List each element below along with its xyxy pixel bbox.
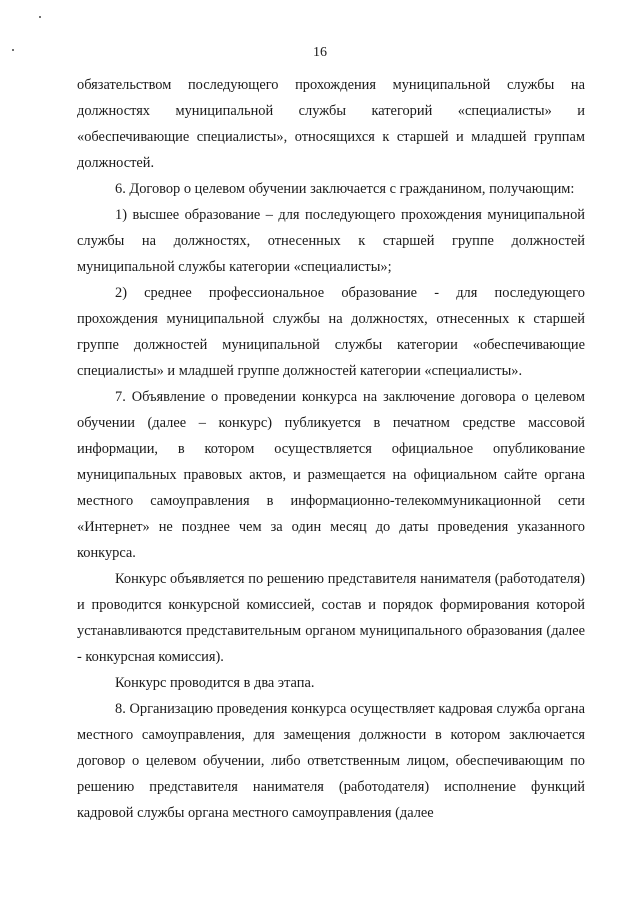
paragraph: Конкурс объявляется по решению представителя нанимателя (работодателя) и проводится конкурсной комиссией, состав и порядок формирования которой устанавливаются представительным органом муниципального образования (далее - конкурсная комиссия). (77, 571, 585, 665)
paragraph: 8. Организацию проведения конкурса осуществляет кадровая служба органа местного самоуправления, для замещения должности в котором заключается договор о целевом обучении, либо ответственным лицом, обеспечивающим по решению представителя нанимателя (работодателя) исполнение функций кадровой службы органа местного самоуправления (далее (77, 701, 585, 821)
paragraph: 7. Объявление о проведении конкурса на заключение договора о целевом обучении (далее – конкурс) публикуется в печатном средстве массовой информации, в котором осуществляется официальное опубликование муниципальных правовых актов, и размещается на официальном сайте органа местного самоуправления в информационно-телекоммуникационной сети «Интернет» не позднее чем за один месяц до даты проведения указанного конкурса. (77, 389, 585, 561)
page-number: 16 (313, 45, 327, 60)
paragraph: Конкурс проводится в два этапа. (115, 675, 315, 691)
paragraph: 2) среднее профессиональное образование - для последующего прохождения муниципальной службы на должностях, отнесенных к старшей группе должностей муниципальной службы категории «обеспечивающие специалисты» и младшей группе должностей категории «специалисты». (77, 285, 585, 379)
paragraph: 6. Договор о целевом обучении заключается с гражданином, получающим: (115, 181, 575, 197)
scan-speck (39, 16, 41, 18)
paragraph: обязательством последующего прохождения муниципальной службы на должностях муниципальной службы категорий «специалисты» и «обеспечивающие специалисты», относящихся к старшей и младшей группам должностей. (77, 77, 585, 171)
paragraph: 1) высшее образование – для последующего прохождения муниципальной службы на должностях, отнесенных к старшей группе должностей муниципальной службы категории «специалисты»; (77, 207, 585, 275)
document-body (77, 72, 585, 826)
